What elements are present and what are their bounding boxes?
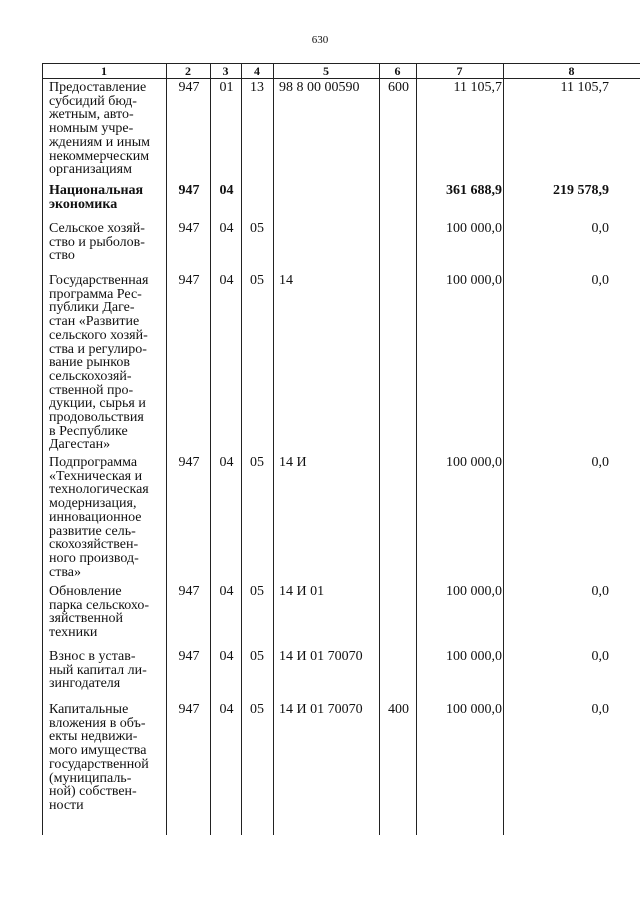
row-name-line: технологическая [49, 482, 149, 498]
row-name-line: ной) собствен- [49, 784, 137, 800]
row-name-line: (муниципаль- [49, 770, 132, 786]
cell-c7: 100 000,0 [446, 273, 502, 288]
cell-c7: 361 688,9 [446, 183, 502, 198]
row-name-line: Взнос в устав- [49, 649, 136, 664]
row-name-line: Подпрограмма [49, 455, 138, 470]
row-name-line: ждениям и иным [49, 134, 151, 150]
row-name-line: мого имущества [49, 743, 147, 759]
cell-c5: 14 И 01 [279, 584, 325, 599]
row-name-line: номным учре- [49, 121, 134, 137]
row-name-line: в Республике [49, 423, 128, 439]
header-col-6: 6 [394, 64, 401, 78]
row-name-line: ство и рыболов- [49, 234, 145, 250]
cell-c4: 05 [250, 273, 264, 288]
row-name-line: сельскохозяй- [49, 368, 132, 384]
cell-c4: 13 [250, 80, 264, 95]
cell-c7: 100 000,0 [446, 455, 502, 470]
row-name-line: Предоставление [49, 80, 147, 95]
cell-c2: 947 [178, 221, 200, 236]
row-name-line: организациям [49, 162, 132, 178]
header-col-2: 2 [185, 64, 191, 78]
cell-c3: 04 [219, 584, 234, 599]
row-name-line: техники [49, 625, 98, 641]
row-name-line: ство [49, 248, 75, 264]
row-name-line: ственной про- [49, 382, 134, 398]
row-name-line: дукции, сырья и [49, 396, 146, 412]
cell-c3: 04 [219, 702, 234, 717]
row-name-line: вложения в объ- [49, 715, 146, 731]
cell-c8: 219 578,9 [553, 183, 609, 198]
page-number: 630 [311, 34, 329, 46]
row-name-cell [49, 456, 167, 579]
cell-c8: 0,0 [591, 455, 609, 470]
column-divider [210, 63, 211, 835]
cell-c3: 04 [219, 455, 234, 470]
cell-c4: 05 [250, 221, 264, 236]
cell-c4: 05 [250, 649, 264, 664]
cell-c8: 0,0 [591, 273, 609, 288]
row-name-line: вание рынков [49, 355, 130, 371]
cell-c8: 11 105,7 [560, 80, 609, 95]
row-name-cell [49, 184, 167, 211]
cell-c4: 05 [250, 584, 264, 599]
row-name-line: некоммерческим [49, 148, 150, 164]
cell-c7: 100 000,0 [446, 649, 502, 664]
row-name-line: Сельское хозяй- [49, 221, 145, 236]
cell-c2: 947 [178, 273, 200, 288]
cell-c4: 05 [250, 455, 264, 470]
row-name-cell [49, 81, 167, 177]
cell-c7: 100 000,0 [446, 221, 502, 236]
cell-c7: 100 000,0 [446, 584, 502, 599]
row-name-line: ства и регулиро- [49, 341, 147, 357]
row-name-line: ного производ- [49, 550, 139, 566]
cell-c6: 600 [388, 80, 409, 95]
cell-c5: 14 И 01 70070 [279, 702, 363, 717]
row-name-line: сельского хозяй- [49, 327, 148, 343]
cell-c3: 01 [219, 80, 234, 95]
cell-c2: 947 [178, 702, 200, 717]
row-name-line: развитие сель- [49, 523, 136, 539]
row-name-line: жетным, авто- [49, 107, 134, 123]
header-col-7: 7 [456, 64, 463, 78]
cell-c2: 947 [178, 455, 200, 470]
cell-c8: 0,0 [591, 221, 609, 236]
row-name-line: скохозяйствен- [49, 537, 139, 553]
header-col-5: 5 [323, 64, 329, 78]
row-name-line: парка сельскохо- [49, 597, 150, 613]
row-name-cell [49, 585, 167, 640]
column-divider [379, 63, 380, 835]
table-left-border [42, 63, 43, 835]
cell-c5: 14 [279, 273, 293, 288]
cell-c3: 04 [219, 273, 234, 288]
row-name-line: екты недвижи- [49, 729, 138, 745]
row-name-line: ный капитал ли- [49, 662, 147, 678]
cell-c2: 947 [178, 649, 200, 664]
cell-c3: 04 [219, 649, 234, 664]
cell-c4: 05 [250, 702, 264, 717]
row-name-line: Обновление [49, 584, 122, 599]
row-name-line: публики Даге- [49, 300, 135, 316]
row-name-line: ства» [49, 564, 81, 580]
row-name-line: экономика [49, 196, 118, 212]
row-name-cell [49, 274, 167, 452]
cell-c7: 100 000,0 [446, 702, 502, 717]
row-name-line: модернизация, [49, 496, 137, 512]
row-name-line: Национальная [49, 183, 144, 198]
row-name-cell [49, 222, 167, 263]
cell-c6: 400 [388, 702, 409, 717]
column-divider [241, 63, 242, 835]
row-name-line: ности [49, 797, 84, 813]
row-name-line: «Техническая и [49, 468, 143, 484]
row-name-line: зяйственной [49, 611, 124, 627]
cell-c7: 11 105,7 [453, 80, 502, 95]
column-divider [416, 63, 417, 835]
row-name-line: государственной [49, 756, 149, 772]
cell-c2: 947 [178, 80, 200, 95]
row-name-line: зингодателя [49, 676, 121, 692]
cell-c8: 0,0 [591, 584, 609, 599]
header-bottom-border [42, 78, 640, 79]
cell-c8: 0,0 [591, 649, 609, 664]
row-name-line: инновационное [49, 509, 142, 525]
row-name-line: субсидий бюд- [49, 93, 137, 109]
row-name-line: Дагестан» [49, 437, 111, 453]
row-name-line: стан «Развитие [49, 314, 140, 330]
row-name-line: Капитальные [49, 702, 129, 717]
cell-c3: 04 [219, 183, 234, 198]
cell-c8: 0,0 [591, 702, 609, 717]
cell-c3: 04 [219, 221, 234, 236]
cell-c5: 14 И [279, 455, 307, 470]
row-name-line: Государственная [49, 273, 149, 288]
column-divider [503, 63, 504, 835]
header-col-8: 8 [568, 64, 575, 78]
header-col-3: 3 [222, 64, 229, 78]
cell-c5: 14 И 01 70070 [279, 649, 363, 664]
header-col-4: 4 [254, 64, 260, 78]
row-name-line: программа Рес- [49, 286, 142, 302]
row-name-line: продовольствия [49, 410, 144, 426]
column-divider [273, 63, 274, 835]
cell-c2: 947 [178, 183, 200, 198]
cell-c5: 98 8 00 00590 [279, 80, 360, 95]
row-name-cell [49, 703, 167, 813]
cell-c2: 947 [178, 584, 200, 599]
header-col-1: 1 [101, 64, 107, 78]
row-name-cell [49, 650, 167, 691]
